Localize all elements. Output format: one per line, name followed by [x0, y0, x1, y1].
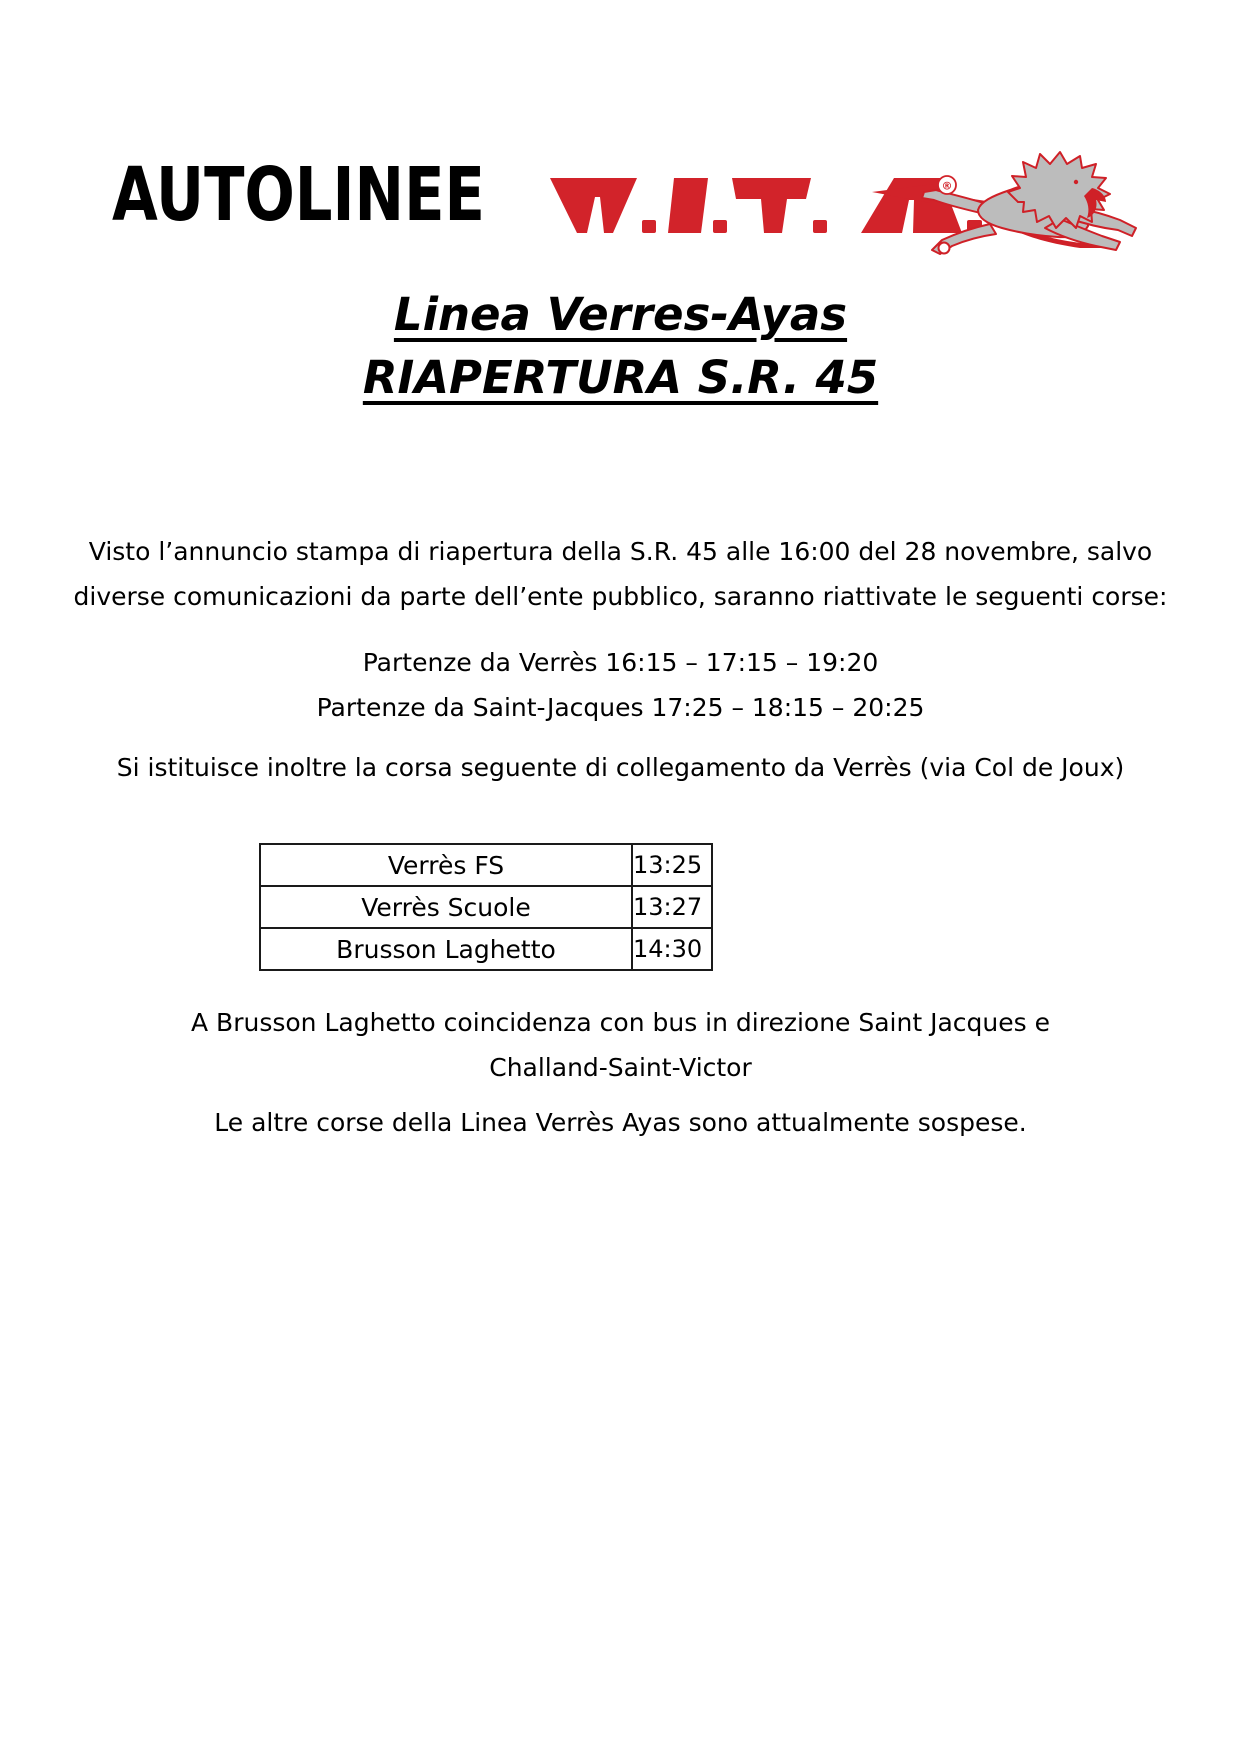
stop-cell: Verrès FS	[260, 844, 632, 886]
stop-cell: Verrès Scuole	[260, 886, 632, 928]
timetable-row	[260, 886, 712, 928]
departures-verres: Partenze da Verrès 16:15 – 17:15 – 19:20	[362, 648, 879, 677]
connection-note: Si istituisce inoltre la corsa seguente di collegamento da Verrès (via Col de Joux)	[116, 753, 1125, 782]
lion-icon	[922, 152, 1136, 254]
svg-text:®: ®	[941, 179, 953, 193]
intro-line-1: Visto l’annuncio stampa di riapertura della S.R. 45 alle 16:00 del 28 novembre, salvo	[88, 537, 1153, 566]
time-cell: 14:30	[632, 928, 712, 970]
coincidence-line-1: A Brusson Laghetto coincidenza con bus in direzione Saint Jacques e	[191, 1008, 1050, 1037]
time-cell: 13:27	[632, 886, 712, 928]
timetable	[259, 843, 713, 971]
stop-cell: Brusson Laghetto	[260, 928, 632, 970]
coincidence-line-2: Challand-Saint-Victor	[489, 1053, 752, 1082]
departures-saint-jacques: Partenze da Saint-Jacques 17:25 – 18:15 – 20:25	[316, 693, 925, 722]
title-line-2: RIAPERTURA S.R. 45	[362, 351, 879, 404]
title-line-1: Linea Verres-Ayas	[393, 288, 848, 341]
time-cell: 13:25	[632, 844, 712, 886]
registered-mark	[938, 176, 956, 194]
suspension-note: Le altre corse della Linea Verrès Ayas sono attualmente sospese.	[214, 1108, 1027, 1137]
brand-wordmark: AUTOLINEE	[112, 152, 485, 238]
coincidence-note	[0, 1000, 1241, 1090]
intro-paragraph	[0, 529, 1241, 619]
vita-logo	[540, 140, 1140, 255]
intro-line-2: diverse comunicazioni da parte dell’ente pubblico, saranno riattivate le seguenti corse:	[73, 582, 1168, 611]
timetable-row	[260, 844, 712, 886]
timetable-row	[260, 928, 712, 970]
departures	[0, 640, 1241, 730]
